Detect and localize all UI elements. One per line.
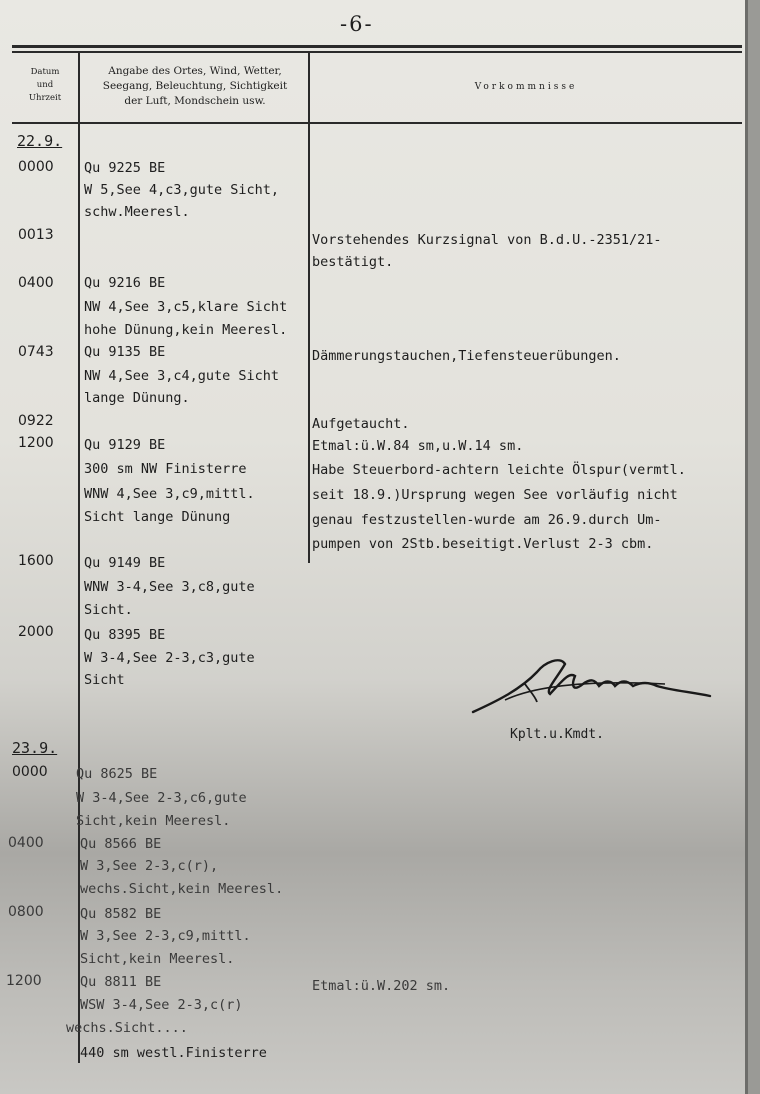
header-line: Uhrzeit [28,93,62,103]
location-line: NW 4,See 3,c5,klare Sicht [84,299,288,315]
time-cell: 1600 [18,553,54,569]
signature-label: Kplt.u.Kmdt. [510,727,604,742]
time-cell: 1200 [6,973,42,989]
event-line: Dämmerungstauchen,Tiefensteuerübungen. [312,348,621,364]
location-line: Qu 8582 BE [80,906,162,922]
location-line: Qu 9225 BE [84,160,166,176]
location-line: Sicht,kein Meeresl. [76,813,231,829]
time-cell: 0922 [18,413,54,429]
location-line: Qu 9149 BE [84,555,166,571]
location-line: WNW 4,See 3,c9,mittl. [84,486,255,502]
time-cell: 0000 [18,159,54,175]
time-cell: 0743 [18,344,54,360]
location-line: lange Dünung. [84,390,190,406]
location-line: schw.Meeresl. [84,204,190,220]
column-header-ort [80,64,310,109]
date-label: 23.9. [12,739,58,757]
event-line: genau festzustellen-wurde am 26.9.durch Um- [312,512,662,528]
event-line: Vorstehendes Kurzsignal von B.d.U.-2351/21- [312,232,662,248]
location-line: hohe Dünung,kein Meeresl. [84,322,288,338]
location-line: wechs.Sicht,kein Meeresl. [80,881,284,897]
location-line: Sicht lange Dünung [84,509,231,525]
time-cell: 0400 [8,835,44,851]
event-line: pumpen von 2Stb.beseitigt.Verlust 2-3 cbm. [312,536,654,552]
location-line: Qu 8395 BE [84,627,166,643]
location-line: W 3-4,See 2-3,c6,gute [76,790,247,806]
location-line: W 3,See 2-3,c(r), [80,858,219,874]
location-line: 440 sm westl.Finisterre [80,1045,267,1061]
location-line: Sicht,kein Meeresl. [80,951,235,967]
location-line: WSW 3-4,See 2-3,c(r) [80,997,243,1013]
column-header-datum [12,66,78,105]
top-double-rule-2 [12,51,742,53]
header-line: Datum [30,67,60,77]
location-line: Sicht. [84,602,133,618]
header-line: Seegang, Beleuchtung, Sichtigkeit [102,80,288,92]
event-line: bestätigt. [312,254,394,270]
location-line: W 3,See 2-3,c9,mittl. [80,928,251,944]
column-divider-ort [308,53,310,563]
time-cell: 0013 [18,227,54,243]
time-cell: 0800 [8,904,44,920]
location-line: Qu 8566 BE [80,836,162,852]
location-line: Qu 8811 BE [80,974,162,990]
event-line: Habe Steuerbord-achtern leichte Ölspur(vermtl. [312,462,686,478]
time-cell: 0000 [12,764,48,780]
page-number: -6- [340,12,374,36]
event-line: Etmal:ü.W.202 sm. [312,978,451,994]
location-line: Qu 8625 BE [76,766,158,782]
event-line: seit 18.9.)Ursprung wegen See vorläufig nicht [312,487,678,503]
time-cell: 2000 [18,624,54,640]
header-rule [12,122,742,124]
location-line: Qu 9129 BE [84,437,166,453]
location-line: W 5,See 4,c3,gute Sicht, [84,182,280,198]
location-line: W 3-4,See 2-3,c3,gute [84,650,255,666]
commander-signature [465,650,715,720]
location-line: Sicht [84,672,125,688]
location-line: Qu 9135 BE [84,344,166,360]
time-cell: 1200 [18,435,54,451]
top-double-rule [12,45,742,48]
event-line: Etmal:ü.W.84 sm,u.W.14 sm. [312,438,524,454]
time-cell: 0400 [18,275,54,291]
header-line: und [36,80,54,90]
column-header-vorkommnisse: Vorkommnisse [474,82,578,92]
location-line: NW 4,See 3,c4,gute Sicht [84,368,280,384]
date-label: 22.9. [17,132,63,150]
location-line: 300 sm NW Finisterre [84,461,247,477]
location-line: WNW 3-4,See 3,c8,gute [84,579,255,595]
location-line: Qu 9216 BE [84,275,166,291]
header-line: Angabe des Ortes, Wind, Wetter, [108,65,282,77]
location-line: wechs.Sicht.... [66,1020,188,1036]
event-line: Aufgetaucht. [312,416,410,432]
header-line: der Luft, Mondschein usw. [124,95,266,107]
